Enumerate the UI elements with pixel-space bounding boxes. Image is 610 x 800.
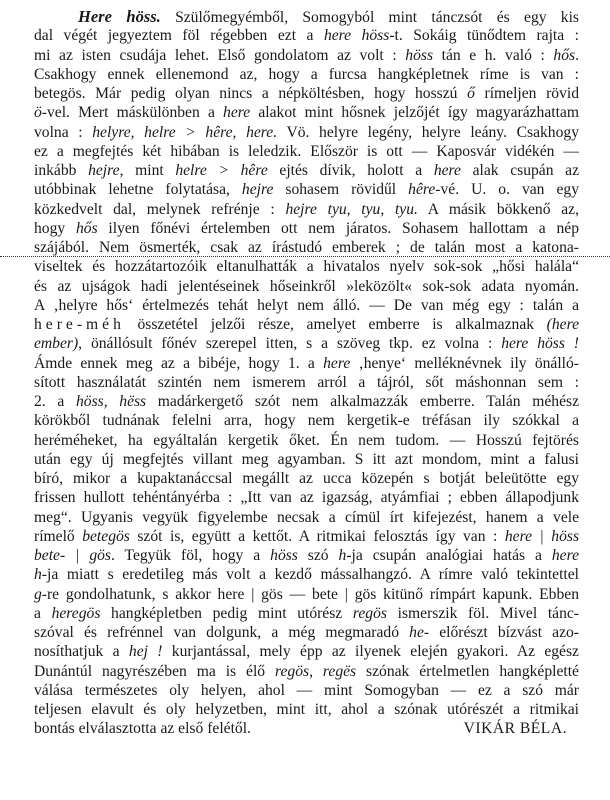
text-run: ez a megfejtés két hibában is leledzik. Először is ott — Kaposvár vidékén —: [34, 142, 579, 160]
italic-term: bete- | gös: [34, 547, 111, 564]
text-line: [34, 219, 579, 238]
text-run: , önállósult főnév szerepel itten, s a szöveg tkp. ez volna :: [78, 335, 502, 353]
italic-term: hejre: [88, 162, 120, 179]
author-signature: VIKÁR BÉLA.: [463, 720, 567, 738]
text-run: -vé. U. o. van egy: [435, 181, 579, 199]
italic-term: heregös: [51, 604, 101, 622]
text-run: rímelő: [34, 527, 83, 545]
italic-term: hêre: [408, 181, 436, 199]
text-run: A másik bökkenő az,: [417, 200, 579, 218]
text-line: [34, 373, 579, 392]
text-run: szóval és refrénnel van dolgunk, a még megmaradó: [34, 624, 410, 641]
italic-term: betegös: [82, 527, 130, 545]
text-line: [34, 662, 579, 681]
text-run: ismerszik föl. Mivel tánc-: [386, 604, 580, 622]
text-line: [34, 257, 579, 276]
text-run: madárkergető szót nem alkalmazzák emberre. Talán méhész: [146, 393, 579, 410]
article-body: [34, 7, 579, 739]
italic-term: regös, regës: [275, 662, 357, 680]
text-line: [34, 450, 579, 469]
italic-term: regös: [352, 604, 387, 622]
text-run: bontás elválasztotta az első felétől.: [34, 720, 251, 738]
text-run: -re gondolhatunk, s akkor here | gös — bete | gös kitünő rímpárt kapunk. Ebben: [41, 585, 579, 603]
italic-term: here: [433, 162, 461, 179]
text-line: [34, 142, 579, 161]
text-run: Ámde ennek meg az a bibéje, hogy 1. a: [34, 354, 324, 372]
italic-term: helre > hêre: [175, 162, 268, 179]
text-run: , mint: [119, 162, 176, 179]
text-line: [34, 7, 579, 26]
italic-term: hej !: [128, 643, 163, 661]
text-line: [34, 719, 579, 738]
text-line: [34, 315, 579, 334]
spaced-term: here-méh: [34, 316, 125, 333]
text-line: [34, 200, 579, 219]
text-run: -ja miatt s eredetileg más volt a kezdő mássalhangzó. A rímre való tekintettel: [41, 566, 579, 584]
text-run: Csakhogy ennek ellenemond az, hogy a furcsa hangképletnek ríme is van :: [34, 65, 579, 83]
italic-term: höss: [270, 547, 298, 564]
italic-term: helyre, helre > hêre, here.: [92, 123, 278, 141]
text-line: [34, 488, 579, 507]
text-run: szájából. Nem ösmerték, csak az írástudó emberek ; de talán most a katona-: [34, 239, 579, 256]
italic-term: hős: [553, 46, 576, 64]
text-run: szót is, együtt a kettőt. A ritmikai felosztás így van :: [129, 527, 505, 545]
text-run: betegös. Már pedig olyan nincs a népköltésben, hogy hosszú: [34, 85, 468, 102]
article-title: Here höss.: [78, 7, 161, 26]
text-line: [34, 46, 579, 65]
text-line: [34, 700, 579, 719]
italic-term: ember): [34, 335, 79, 353]
text-line: [34, 180, 579, 199]
text-run: teljesen elavult és oly helyzetben, mint itt, ahol a szónak utórészét a ritmikai: [34, 701, 579, 718]
text-run: -vel. Mert máskülönben a: [41, 104, 224, 122]
italic-term: ö: [34, 104, 42, 122]
text-run: . Tegyük föl, hogy a: [110, 547, 271, 564]
italic-term: höss, hëss: [75, 393, 147, 410]
text-run: szó: [297, 547, 339, 564]
text-run: ejtés dívik, holott a: [267, 162, 434, 179]
text-run: inkább: [34, 162, 89, 179]
text-run: tán e h. való :: [433, 46, 554, 64]
text-line: [34, 392, 579, 411]
text-run: közkedvelt dal, melynek refrénje :: [34, 200, 286, 218]
text-run: 2. a: [34, 393, 76, 410]
text-run: -ja csupán analógiai hatás a: [346, 547, 552, 564]
text-line: [34, 585, 579, 604]
text-run: rímeljen rövid: [474, 85, 579, 102]
text-run: heréméheket, ha egyáltalán kergetik őket. Én nem tudom. — Hosszú fejtörés: [34, 431, 579, 449]
text-run: Dunántúl nagyrészében ma is élő: [34, 662, 276, 680]
italic-term: h: [338, 547, 347, 564]
text-line: [34, 103, 579, 122]
text-line: [34, 623, 579, 642]
text-line: [34, 565, 579, 584]
text-run: Szülőmegyémből, Somogyból mint tánczsót és egy kis: [175, 9, 579, 26]
text-line: [34, 354, 579, 373]
italic-term: here: [323, 354, 351, 372]
text-run: frissen hullott tehéntányérba : „Itt van az igazság, atyámfiai ; ebben állapodjunk: [34, 489, 579, 507]
text-run: meg“. Ugyanis vegyük figyelembe necsak a címül írt kifejezést, hanem a vele: [34, 508, 579, 526]
text-run: Vö. helyre legény, helyre leány. Csakhogy: [277, 123, 579, 141]
text-run: utóbbinak lehetne folytatása,: [34, 181, 242, 199]
italic-term: (here: [546, 316, 579, 333]
text-run: nosíthatjuk a: [34, 643, 129, 661]
text-run: sohasem rövidűl: [273, 181, 409, 199]
text-run: A ‚helyre hős‘ értelmezés tehát helyt nem álló. — De van még egy : talán a: [34, 296, 579, 314]
text-line: [34, 296, 579, 315]
text-line: [34, 277, 579, 296]
text-run: összetétel jelzői része, amelyet emberre is alkalmaznak: [124, 316, 547, 333]
text-line: [34, 642, 579, 661]
text-line: [34, 527, 579, 546]
text-line: [34, 238, 579, 257]
italic-term: here: [551, 547, 579, 564]
text-run: után egy új megfejtés villant meg agyamban. S itt azt mondom, mint a falusi: [34, 450, 579, 468]
text-line: [34, 546, 579, 565]
italic-term: here höss: [323, 27, 390, 45]
italic-term: he-: [409, 624, 430, 641]
text-line: [34, 469, 579, 488]
text-run: szónak értelmetlen hangképletté: [356, 662, 579, 680]
text-run: alakot mint hősnek jelzőjét így magyarázhattam: [250, 104, 579, 122]
text-line: [34, 26, 579, 45]
text-line: [34, 508, 579, 527]
text-run: ilyen főnévi értelemben ott nem járatos. Sohasem hallottam a nép: [97, 219, 579, 237]
italic-term: höss: [405, 46, 434, 64]
text-run: .: [575, 46, 579, 64]
text-line: [34, 431, 579, 450]
text-run: a: [34, 604, 52, 622]
text-run: hangképletben pedig mint utórész: [100, 604, 353, 622]
italic-term: hejre tyu, tyu, tyu.: [285, 200, 418, 218]
text-line: [34, 161, 579, 180]
text-line: [34, 123, 579, 142]
text-run: és az ujságok hadi jelentéseinek hőseinkről »leközölt« sok-sok adata nyomán.: [34, 277, 579, 295]
text-run: viseltek és hozzátartozóik eltanulhatták a hivatalos nyelv sok-sok „hősi halála“: [34, 258, 579, 276]
text-run: hogy: [34, 219, 76, 237]
italic-term: here: [223, 104, 251, 122]
text-run: sított használatát szintén nem ismerem arról a tájról, sőt máshonnan sem :: [34, 373, 579, 391]
italic-term: g: [34, 585, 42, 603]
text-line: [34, 411, 579, 430]
italic-term: h: [34, 566, 42, 584]
italic-term: ő: [467, 85, 475, 102]
text-run: körökből tudnának felelni arra, hogy nem kergetik-e tréfásan ily szókkal a: [34, 412, 579, 430]
text-line: [34, 681, 579, 700]
text-line: [34, 65, 579, 84]
text-run: válása természetes oly helyen, ahol — mint Somogyban — ez a szó már: [34, 681, 579, 699]
text-run: volna :: [34, 123, 93, 141]
text-run: előrészt bízvást azo-: [429, 624, 579, 641]
italic-term: here | höss: [504, 527, 580, 545]
text-run: mi az isten csudája lehet. Első gondolatom az volt :: [34, 46, 406, 64]
italic-term: hős: [75, 219, 98, 237]
text-run: bíró, mikor a kupaktanáccsal megállt az ucca közepén s botját beleütötte egy: [34, 470, 579, 487]
text-run: -t. Sokáig tünődtem rajta :: [389, 27, 579, 45]
italic-term: hejre: [241, 181, 274, 199]
text-run: kurjantással, mely épp az ilyenek elején gyakori. Az egész: [162, 643, 579, 661]
text-line: [34, 334, 579, 353]
italic-term: here höss !: [501, 335, 579, 353]
text-run: dal végét jegyeztem föl régebben ezt a: [34, 27, 324, 45]
text-run: ‚henye‘ melléknévnek ily önálló-: [350, 354, 580, 372]
text-run: alak csupán az: [460, 162, 579, 179]
text-line: [34, 84, 579, 103]
text-line: [34, 604, 579, 623]
